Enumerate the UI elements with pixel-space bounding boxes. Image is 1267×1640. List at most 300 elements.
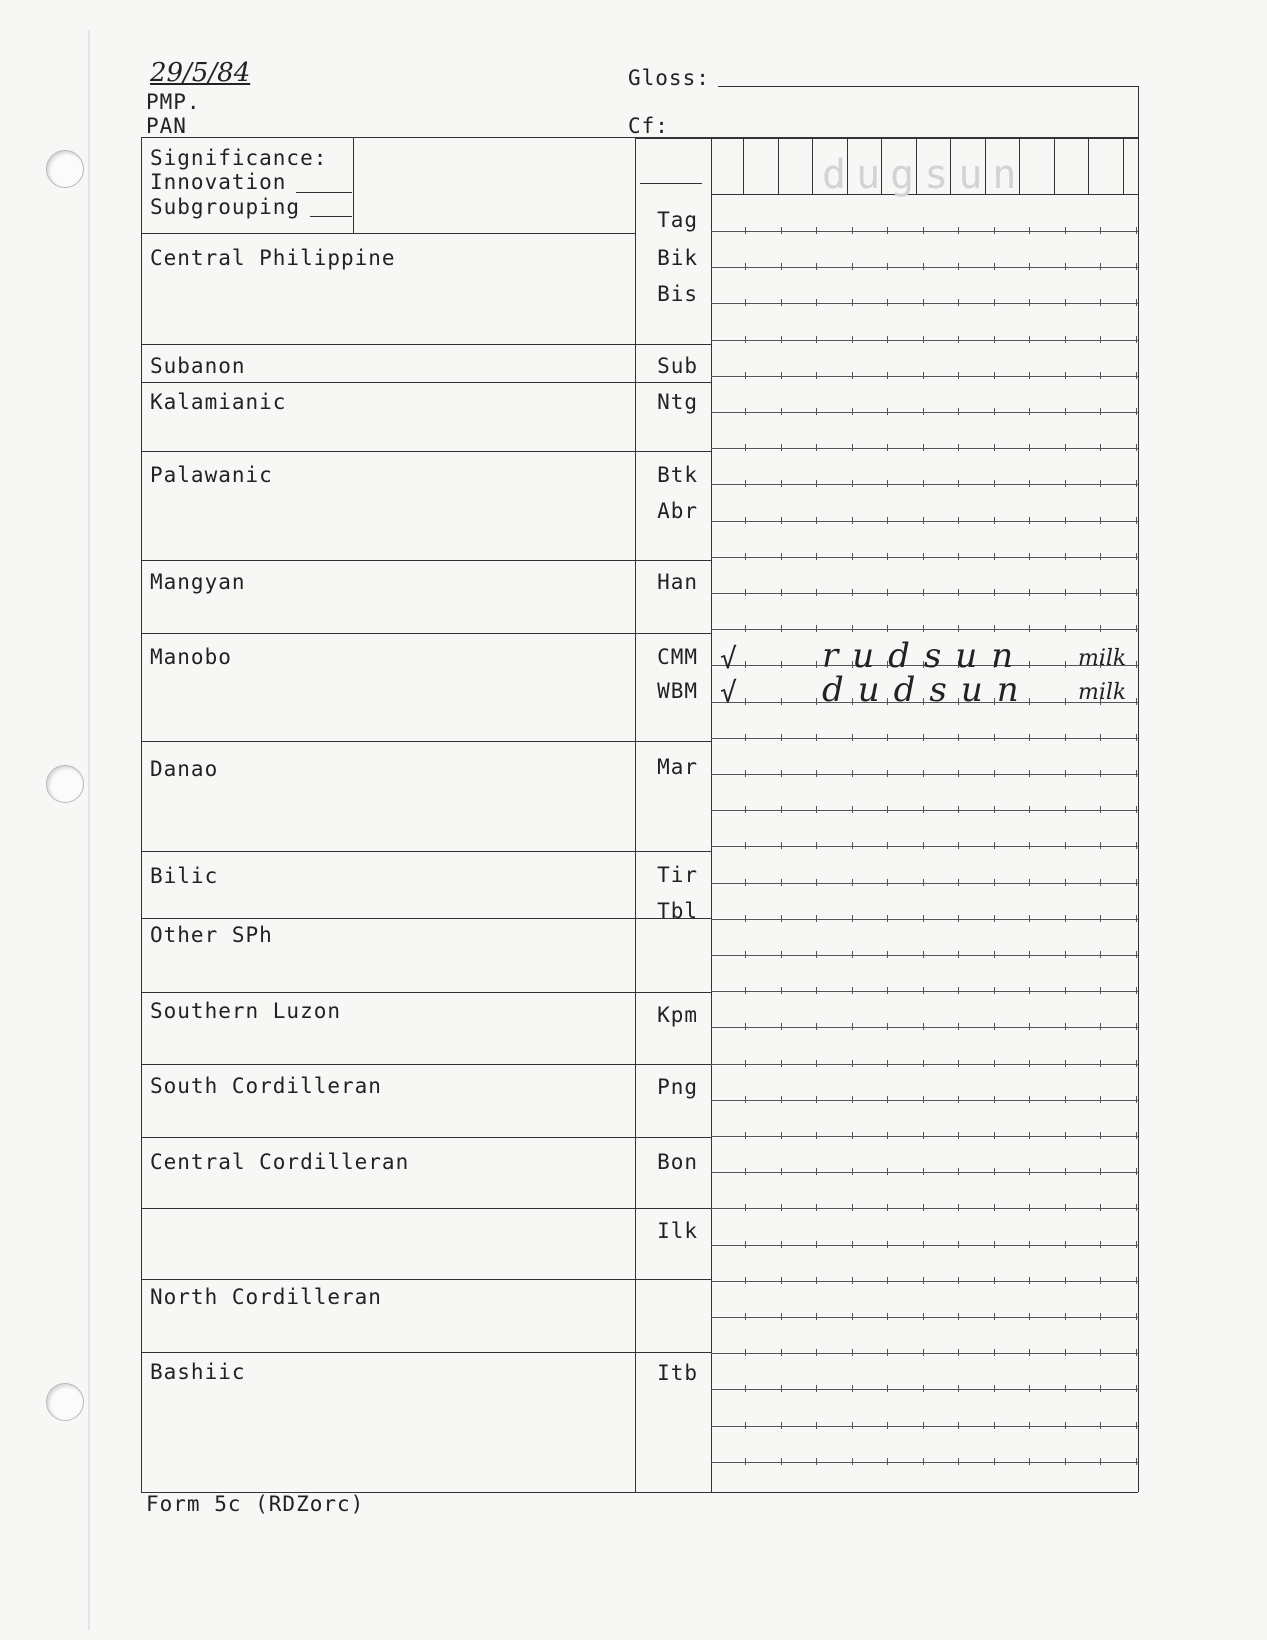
tick-mark xyxy=(994,625,995,632)
tick-mark xyxy=(852,1422,853,1429)
group-label: Bilic xyxy=(150,864,219,888)
letter-box-divider xyxy=(1123,138,1124,194)
tick-mark xyxy=(1029,1060,1030,1067)
tick-mark xyxy=(1065,1204,1066,1211)
tick-mark xyxy=(1100,1023,1101,1030)
tick-mark xyxy=(745,1385,746,1392)
binder-hole xyxy=(46,1383,84,1421)
tick-mark xyxy=(923,589,924,596)
letter-box-divider xyxy=(1088,138,1089,194)
tick-mark xyxy=(1136,372,1137,379)
tick-mark xyxy=(781,1422,782,1429)
tick-mark xyxy=(745,517,746,524)
tick-mark xyxy=(816,227,817,234)
tick-mark xyxy=(816,336,817,343)
tick-mark xyxy=(852,517,853,524)
language-code: Tag xyxy=(657,208,698,232)
tick-mark xyxy=(887,1349,888,1356)
tick-mark xyxy=(923,1313,924,1320)
tick-mark xyxy=(781,879,782,886)
tick-mark xyxy=(1136,1060,1137,1067)
tick-mark xyxy=(1136,806,1137,813)
tick-mark xyxy=(781,770,782,777)
tick-mark xyxy=(887,263,888,270)
language-code: Sub xyxy=(657,354,698,378)
group-separator xyxy=(141,1352,711,1353)
tick-mark xyxy=(852,734,853,741)
tick-mark xyxy=(852,408,853,415)
tick-mark xyxy=(816,1132,817,1139)
writing-line xyxy=(711,412,1138,413)
check-mark: √ xyxy=(720,642,737,675)
tick-mark xyxy=(887,1168,888,1175)
tick-mark xyxy=(1029,1385,1030,1392)
group-label: Mangyan xyxy=(150,570,246,594)
tick-mark xyxy=(745,372,746,379)
tick-mark xyxy=(923,1132,924,1139)
tick-mark xyxy=(1029,553,1030,560)
tick-mark xyxy=(1136,336,1137,343)
tick-mark xyxy=(923,1349,924,1356)
tick-mark xyxy=(1029,1277,1030,1284)
tick-mark xyxy=(816,299,817,306)
tick-mark xyxy=(1065,1458,1066,1465)
writing-line xyxy=(711,810,1138,811)
tick-mark xyxy=(1136,915,1137,922)
level-pmp: PMP. xyxy=(146,90,201,114)
tick-mark xyxy=(1136,1422,1137,1429)
writing-line xyxy=(711,1208,1138,1209)
tick-mark xyxy=(1136,987,1137,994)
tick-mark xyxy=(994,372,995,379)
letter-box-divider xyxy=(812,138,813,194)
gloss-label: Gloss: xyxy=(628,66,710,90)
tick-mark xyxy=(923,1241,924,1248)
tick-mark xyxy=(1100,1277,1101,1284)
margin-line xyxy=(88,30,90,1630)
group-separator xyxy=(141,1208,711,1209)
writing-line xyxy=(711,1136,1138,1137)
tick-mark xyxy=(1065,444,1066,451)
tick-mark xyxy=(1136,661,1137,668)
tick-mark xyxy=(887,734,888,741)
tick-mark xyxy=(1100,408,1101,415)
group-label: South Cordilleran xyxy=(150,1074,382,1098)
tick-mark xyxy=(1029,408,1030,415)
tick-mark xyxy=(745,698,746,705)
tick-mark xyxy=(745,734,746,741)
tick-mark xyxy=(958,734,959,741)
reflex-gloss: milk xyxy=(1078,646,1127,671)
tick-mark xyxy=(887,1422,888,1429)
writing-line xyxy=(711,1172,1138,1173)
tick-mark xyxy=(745,987,746,994)
tick-mark xyxy=(781,1060,782,1067)
tick-mark xyxy=(958,842,959,849)
tick-mark xyxy=(1100,1385,1101,1392)
language-code: Han xyxy=(657,570,698,594)
tick-mark xyxy=(781,408,782,415)
tick-mark xyxy=(1029,444,1030,451)
tick-mark xyxy=(852,336,853,343)
tick-mark xyxy=(923,299,924,306)
tick-mark xyxy=(852,480,853,487)
frame-left xyxy=(141,137,142,1492)
language-code: WBM xyxy=(657,679,698,703)
tick-mark xyxy=(816,661,817,668)
group-label: Central Philippine xyxy=(150,246,396,270)
tick-mark xyxy=(1100,444,1101,451)
tick-mark xyxy=(1136,553,1137,560)
tick-mark xyxy=(745,408,746,415)
tick-mark xyxy=(923,1385,924,1392)
innovation-label: Innovation xyxy=(150,170,287,194)
group-separator xyxy=(141,560,711,561)
tick-mark xyxy=(745,625,746,632)
tick-mark xyxy=(852,1132,853,1139)
letter-box-divider xyxy=(778,138,779,194)
tick-mark xyxy=(1100,589,1101,596)
tick-mark xyxy=(781,1277,782,1284)
tick-mark xyxy=(852,553,853,560)
writing-line xyxy=(711,231,1138,232)
tick-mark xyxy=(781,698,782,705)
tick-mark xyxy=(887,444,888,451)
tick-mark xyxy=(1029,770,1030,777)
tick-mark xyxy=(958,299,959,306)
group-separator xyxy=(141,451,711,452)
tick-mark xyxy=(816,842,817,849)
tick-mark xyxy=(994,589,995,596)
tick-mark xyxy=(923,553,924,560)
writing-line xyxy=(711,1353,1138,1354)
tick-mark xyxy=(816,879,817,886)
tick-mark xyxy=(1136,625,1137,632)
tick-mark xyxy=(781,517,782,524)
code-blank xyxy=(640,183,702,184)
tick-mark xyxy=(852,806,853,813)
tick-mark xyxy=(1029,1023,1030,1030)
tick-mark xyxy=(887,770,888,777)
tick-mark xyxy=(781,625,782,632)
writing-line xyxy=(711,1100,1138,1101)
tick-mark xyxy=(852,1204,853,1211)
tick-mark xyxy=(816,1023,817,1030)
tick-mark xyxy=(816,1277,817,1284)
tick-mark xyxy=(852,1096,853,1103)
writing-line xyxy=(711,303,1138,304)
tick-mark xyxy=(1136,227,1137,234)
tick-mark xyxy=(745,263,746,270)
tick-mark xyxy=(1100,770,1101,777)
tick-mark xyxy=(781,336,782,343)
tick-mark xyxy=(816,1204,817,1211)
writing-line xyxy=(711,991,1138,992)
tick-mark xyxy=(816,480,817,487)
tick-mark xyxy=(1100,372,1101,379)
tick-mark xyxy=(1029,1168,1030,1175)
tick-mark xyxy=(1100,951,1101,958)
tick-mark xyxy=(1136,517,1137,524)
tick-mark xyxy=(1100,987,1101,994)
tick-mark xyxy=(745,553,746,560)
tick-mark xyxy=(745,1277,746,1284)
tick-mark xyxy=(923,951,924,958)
tick-mark xyxy=(816,1458,817,1465)
tick-mark xyxy=(1065,987,1066,994)
group-separator xyxy=(141,1137,711,1138)
tick-mark xyxy=(1065,480,1066,487)
tick-mark xyxy=(1136,444,1137,451)
writing-line xyxy=(711,629,1138,630)
tick-mark xyxy=(923,842,924,849)
tick-mark xyxy=(852,879,853,886)
tick-mark xyxy=(887,517,888,524)
language-code: Png xyxy=(657,1075,698,1099)
group-label: Other SPh xyxy=(150,923,273,947)
tick-mark xyxy=(994,842,995,849)
tick-mark xyxy=(994,1385,995,1392)
tick-mark xyxy=(1065,1168,1066,1175)
language-code: Btk xyxy=(657,463,698,487)
tick-mark xyxy=(887,1313,888,1320)
tick-mark xyxy=(994,553,995,560)
tick-mark xyxy=(887,1132,888,1139)
form-footer: Form 5c (RDZorc) xyxy=(146,1492,365,1516)
tick-mark xyxy=(923,372,924,379)
tick-mark xyxy=(781,1096,782,1103)
tick-mark xyxy=(887,372,888,379)
tick-mark xyxy=(923,734,924,741)
group-separator xyxy=(141,1279,711,1280)
language-code: CMM xyxy=(657,645,698,669)
group-label: Bashiic xyxy=(150,1360,246,1384)
tick-mark xyxy=(887,336,888,343)
writing-line xyxy=(711,484,1138,485)
tick-mark xyxy=(1100,1060,1101,1067)
group-separator xyxy=(141,633,711,634)
tick-mark xyxy=(1100,879,1101,886)
writing-line xyxy=(711,267,1138,268)
tick-mark xyxy=(781,951,782,958)
tick-mark xyxy=(852,1168,853,1175)
tick-mark xyxy=(745,336,746,343)
tick-mark xyxy=(1065,589,1066,596)
tick-mark xyxy=(887,553,888,560)
tick-mark xyxy=(994,336,995,343)
significance-box-right xyxy=(353,137,354,233)
tick-mark xyxy=(745,1204,746,1211)
tick-mark xyxy=(887,1096,888,1103)
tick-mark xyxy=(816,1349,817,1356)
tick-mark xyxy=(1065,553,1066,560)
tick-mark xyxy=(852,1313,853,1320)
tick-mark xyxy=(958,1023,959,1030)
writing-line xyxy=(711,1281,1138,1282)
group-label: Manobo xyxy=(150,645,232,669)
tick-mark xyxy=(887,1241,888,1248)
subgrouping-label: Subgrouping xyxy=(150,195,301,219)
tick-mark xyxy=(1136,1277,1137,1284)
tick-mark xyxy=(1029,336,1030,343)
tick-mark xyxy=(852,1277,853,1284)
tick-mark xyxy=(994,1168,995,1175)
tick-mark xyxy=(887,1204,888,1211)
tick-mark xyxy=(781,1241,782,1248)
tick-mark xyxy=(852,227,853,234)
writing-line xyxy=(711,1389,1138,1390)
tick-mark xyxy=(958,879,959,886)
tick-mark xyxy=(816,372,817,379)
tick-mark xyxy=(1029,806,1030,813)
tick-mark xyxy=(781,263,782,270)
tick-mark xyxy=(994,1060,995,1067)
tick-mark xyxy=(1100,842,1101,849)
group-separator xyxy=(141,344,711,345)
tick-mark xyxy=(994,480,995,487)
tick-mark xyxy=(958,625,959,632)
tick-mark xyxy=(994,770,995,777)
tick-mark xyxy=(1065,879,1066,886)
writing-line xyxy=(711,1027,1138,1028)
tick-mark xyxy=(923,1277,924,1284)
tick-mark xyxy=(994,1023,995,1030)
tick-mark xyxy=(1136,1385,1137,1392)
tick-mark xyxy=(994,408,995,415)
tick-mark xyxy=(958,1241,959,1248)
writing-line xyxy=(711,846,1138,847)
tick-mark xyxy=(994,299,995,306)
tick-mark xyxy=(887,915,888,922)
tick-mark xyxy=(994,1349,995,1356)
tick-mark xyxy=(852,1060,853,1067)
tick-mark xyxy=(958,227,959,234)
tick-mark xyxy=(816,734,817,741)
tick-mark xyxy=(1100,263,1101,270)
writing-line xyxy=(711,919,1138,920)
language-code: Kpm xyxy=(657,1003,698,1027)
tick-mark xyxy=(958,1096,959,1103)
tick-mark xyxy=(958,1458,959,1465)
tick-mark xyxy=(923,1204,924,1211)
tick-mark xyxy=(1029,661,1030,668)
tick-mark xyxy=(887,1060,888,1067)
significance-title: Significance: xyxy=(150,146,328,170)
level-pan: PAN xyxy=(146,114,187,138)
tick-mark xyxy=(994,1277,995,1284)
tick-mark xyxy=(1100,517,1101,524)
tick-mark xyxy=(781,589,782,596)
group-separator xyxy=(141,992,711,993)
tick-mark xyxy=(781,1349,782,1356)
tick-mark xyxy=(1100,553,1101,560)
tick-mark xyxy=(852,625,853,632)
tick-mark xyxy=(1065,336,1066,343)
language-code: Ilk xyxy=(657,1219,698,1243)
tick-mark xyxy=(745,661,746,668)
tick-mark xyxy=(1136,879,1137,886)
tick-mark xyxy=(923,408,924,415)
writing-line xyxy=(711,1426,1138,1427)
tick-mark xyxy=(852,1349,853,1356)
tick-mark xyxy=(781,1458,782,1465)
group-label: Southern Luzon xyxy=(150,999,342,1023)
tick-mark xyxy=(1136,1313,1137,1320)
tick-mark xyxy=(923,1023,924,1030)
tick-mark xyxy=(1029,1422,1030,1429)
group-separator xyxy=(141,1064,711,1065)
tick-mark xyxy=(887,951,888,958)
tick-mark xyxy=(745,842,746,849)
tick-mark xyxy=(923,444,924,451)
binder-hole xyxy=(46,150,84,188)
group-label: Palawanic xyxy=(150,463,273,487)
tick-mark xyxy=(781,1313,782,1320)
tick-mark xyxy=(852,915,853,922)
tick-mark xyxy=(1136,1458,1137,1465)
tick-mark xyxy=(852,589,853,596)
tick-mark xyxy=(1100,1458,1101,1465)
subgrouping-blank xyxy=(310,216,352,217)
tick-mark xyxy=(923,480,924,487)
tick-mark xyxy=(745,1241,746,1248)
tick-mark xyxy=(1065,770,1066,777)
tick-mark xyxy=(994,915,995,922)
writing-line xyxy=(711,593,1138,594)
tick-mark xyxy=(816,444,817,451)
writing-line xyxy=(711,1317,1138,1318)
language-code: Mar xyxy=(657,755,698,779)
tick-mark xyxy=(958,1204,959,1211)
tick-mark xyxy=(958,987,959,994)
reflex-form: dudsun xyxy=(822,670,1033,710)
tick-mark xyxy=(745,1096,746,1103)
tick-mark xyxy=(958,1385,959,1392)
tick-mark xyxy=(852,842,853,849)
tick-mark xyxy=(923,1096,924,1103)
tick-mark xyxy=(958,951,959,958)
tick-mark xyxy=(745,1349,746,1356)
tick-mark xyxy=(1065,734,1066,741)
language-code: Bon xyxy=(657,1150,698,1174)
tick-mark xyxy=(887,1277,888,1284)
tick-mark xyxy=(994,263,995,270)
tick-mark xyxy=(1065,263,1066,270)
tick-mark xyxy=(781,987,782,994)
tick-mark xyxy=(1100,336,1101,343)
tick-mark xyxy=(958,517,959,524)
tick-mark xyxy=(1065,408,1066,415)
tick-mark xyxy=(994,1313,995,1320)
tick-mark xyxy=(1136,1096,1137,1103)
tick-mark xyxy=(1065,915,1066,922)
letter-box-divider xyxy=(743,138,744,194)
tick-mark xyxy=(1029,879,1030,886)
tick-mark xyxy=(1029,842,1030,849)
tick-mark xyxy=(958,915,959,922)
tick-mark xyxy=(816,987,817,994)
tick-mark xyxy=(1100,299,1101,306)
writing-line xyxy=(711,738,1138,739)
tick-mark xyxy=(816,1385,817,1392)
tick-mark xyxy=(852,1458,853,1465)
tick-mark xyxy=(923,879,924,886)
tick-mark xyxy=(745,1132,746,1139)
tick-mark xyxy=(958,372,959,379)
tick-mark xyxy=(816,1060,817,1067)
reflex-gloss: milk xyxy=(1078,680,1127,705)
tick-mark xyxy=(1029,951,1030,958)
